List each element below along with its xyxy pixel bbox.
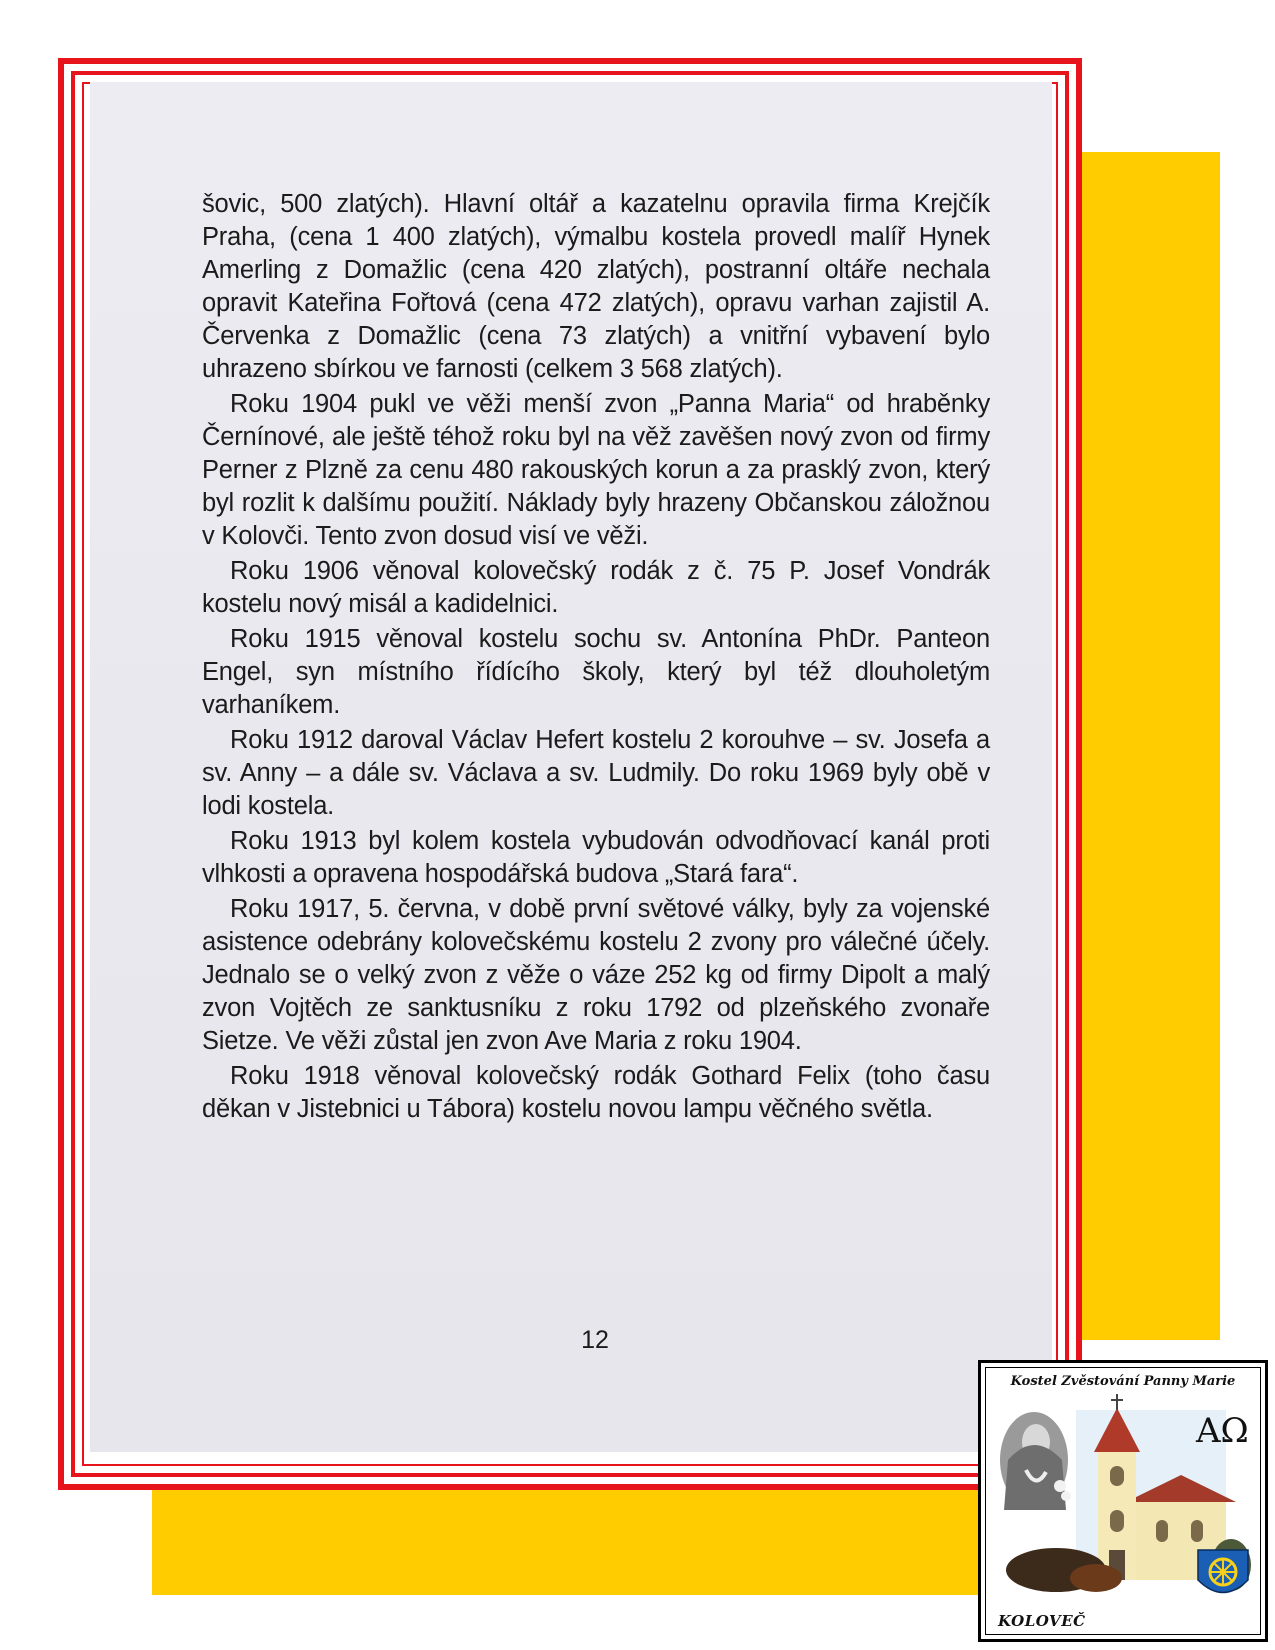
church-logo [978, 1360, 1268, 1642]
paragraph-1: šovic, 500 zlatých). Hlavní oltář a kazatelnu opravila firma Krejčík Praha, (cena 1 400 zlatých), výmalbu kostela provedl malíř Hynek Amerling z Domažlic (cena 420 zlatých), postranní oltáře nechala opravit Kateřina Fořtová (cena 472 zlatých), opravu varhan zajistil A. Červenka z Domažlic (cena 73 zlatých) a vnitřní vybavení bylo uhrazeno sbírkou ve farnosti (celkem 3 568 zlatých). [202, 190, 990, 383]
paragraph-4: Roku 1915 věnoval kostelu sochu sv. Antonína PhDr. Panteon Engel, syn místního řídícího školy, který byl též dlouholetým varhaníkem. [202, 625, 990, 719]
coat-of-arms-icon [1198, 1550, 1248, 1593]
page-number: 12 [581, 1326, 609, 1354]
logo-inner-border [985, 1367, 1261, 1635]
logo-place-name: KOLOVEČ [998, 1612, 1086, 1630]
paragraph-2: Roku 1904 pukl ve věži menší zvon „Panna Maria“ od hraběnky Černínové, ale ještě téhož roku byl na věž zavěšen nový zvon od firmy Perner z Plzně za cenu 480 rakouských korun a za prasklý zvon, který byl rozlit k dalšímu použití. Náklady byly hrazeny Občanskou záložnou v Kolovči. Tento zvon dosud visí ve věži. [202, 390, 990, 550]
yellow-accent-right [1080, 152, 1220, 1340]
paragraph-8: Roku 1918 věnoval kolovečský rodák Gothard Felix (toho času děkan v Jistebnici u Tábora) kostelu novou lampu věčného světla. [202, 1062, 990, 1123]
logo-title: Kostel Zvěstování Panny Marie [1010, 1374, 1236, 1389]
paragraph-5: Roku 1912 daroval Václav Hefert kostelu 2 korouhve – sv. Josefa a sv. Anny – a dále sv. Václava a sv. Ludmily. Do roku 1969 byly obě v lodi kostela. [202, 726, 990, 820]
paragraph-6: Roku 1913 byl kolem kostela vybudován odvodňovací kanál proti vlhkosti a opravena hospodářská budova „Stará fara“. [202, 827, 990, 888]
alpha-omega-symbol: AΩ [1196, 1411, 1249, 1451]
madonna-icon [1000, 1412, 1071, 1510]
paragraph-3: Roku 1906 věnoval kolovečský rodák z č. 75 P. Josef Vondrák kostelu nový misál a kadidelnici. [202, 557, 990, 618]
paragraph-7: Roku 1917, 5. června, v době první světové války, byly za vojenské asistence odebrány kolovečskému kostelu 2 zvony pro válečné účely. Jednalo se o velký zvon z věže o váze 252 kg od firmy Dipolt a malý zvon Vojtěch ze sanktusníku z roku 1792 od plzeňského zvonaře Sietze. Ve věži zůstal jen zvon Ave Maria z roku 1904. [202, 895, 990, 1055]
page-text [202, 188, 990, 1128]
logo-illustration [986, 1390, 1261, 1620]
